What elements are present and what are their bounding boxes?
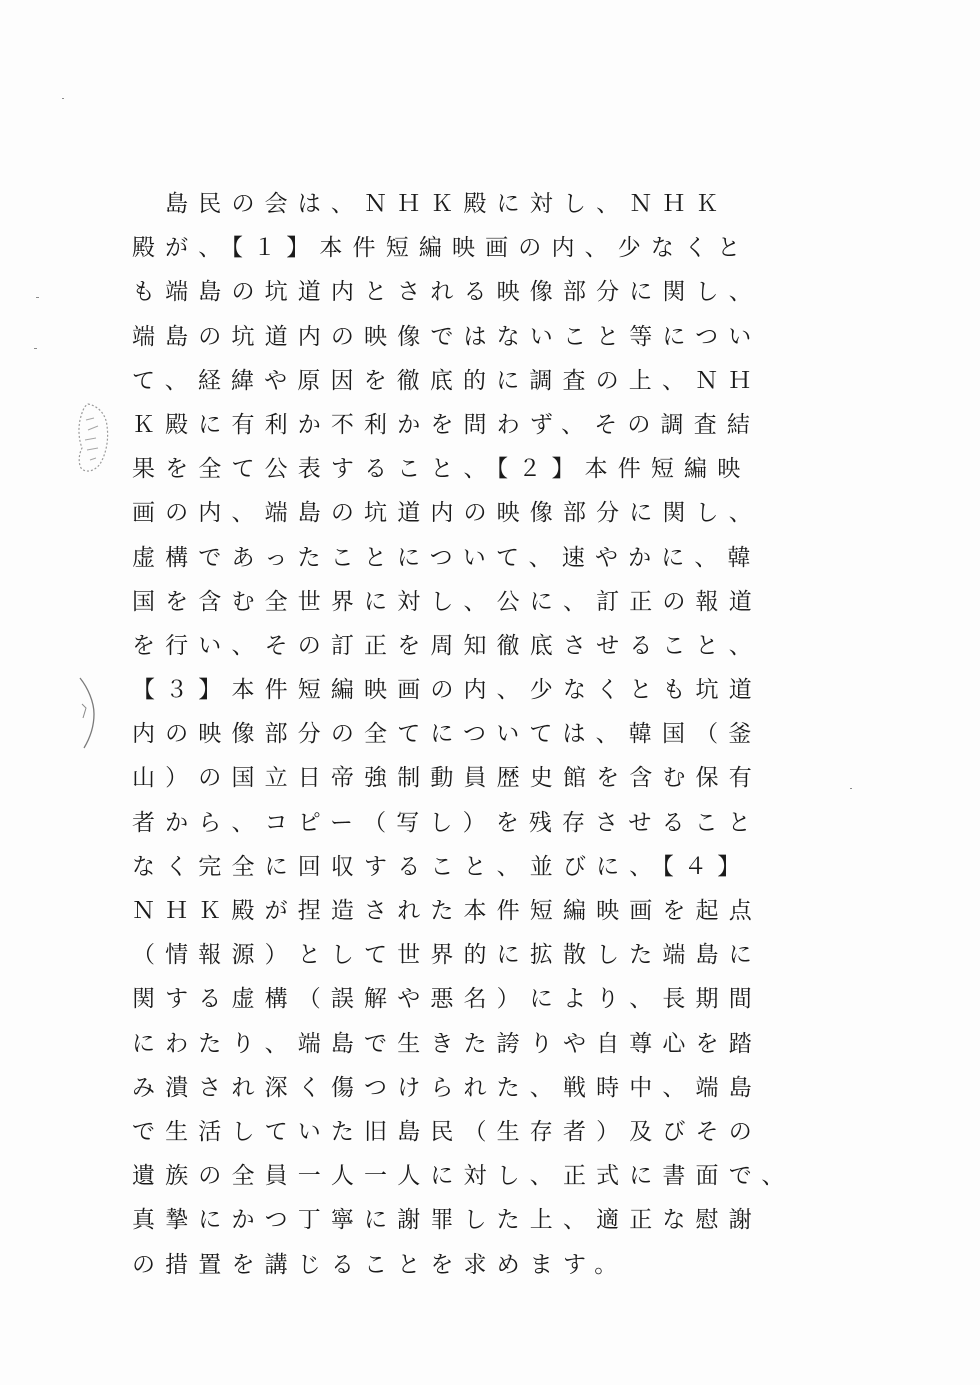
scan-speck [62,98,64,99]
text-line: を行い、その訂正を周知徹底させること、 [132,632,762,659]
text-line: 内の映像部分の全てについては、韓国（釜 [132,721,762,748]
text-line: 者から、コピー（写し）を残存させること [132,809,761,836]
seal-stamp-icon [76,400,110,476]
text-line: 遺族の全員一人一人に対し、正式に書面で、 [132,1163,795,1190]
text-line: 果を全て公表すること、【２】本件短編映 [132,456,751,483]
document-body [132,182,852,1287]
text-line: （情報源）として世界的に拡散した端島に [132,942,762,969]
text-line: 【３】本件短編映画の内、少なくとも坑道 [132,677,762,704]
text-line: て、経緯や原因を徹底的に調査の上、ＮＨ [132,367,762,394]
text-line: ＮＨＫ殿が捏造された本件短編映画を起点 [132,898,762,924]
text-line: の措置を講じることを求めます。 [132,1251,628,1278]
text-line: で生活していた旧島民（生存者）及びその [132,1118,762,1145]
text-line: 端島の坑道内の映像ではないこと等につい [132,323,762,350]
text-line: 関する虚構（誤解や悪名）により、長期間 [132,986,762,1013]
text-line: 島民の会は、ＮＨＫ殿に対し、ＮＨＫ [132,191,729,217]
text-line: 国を含む全世界に対し、公に、訂正の報道 [132,588,762,615]
scan-speck [34,348,37,349]
binding-mark-icon [72,674,112,752]
text-line: なく完全に回収すること、並びに、【４】 [132,853,751,880]
scan-speck [36,297,39,298]
text-line: も端島の坑道内とされる映像部分に関し、 [132,279,762,306]
text-line: 虚構であったことについて、速やかに、韓 [132,544,761,571]
text-line: にわたり、端島で生きた誇りや自尊心を踏 [132,1030,762,1057]
text-line: 画の内、端島の坑道内の映像部分に関し、 [132,500,762,527]
text-line: 山）の国立日帝強制動員歴史館を含む保有 [132,765,762,792]
text-line: 殿が、【１】本件短編映画の内、少なくと [132,235,751,262]
text-line: み潰され深く傷つけられた、戦時中、端島 [132,1074,762,1101]
text-line: 真摯にかつ丁寧に謝罪した上、適正な慰謝 [132,1207,762,1234]
text-line: Ｋ殿に有利か不利かを問わず、その調査結 [132,411,761,438]
